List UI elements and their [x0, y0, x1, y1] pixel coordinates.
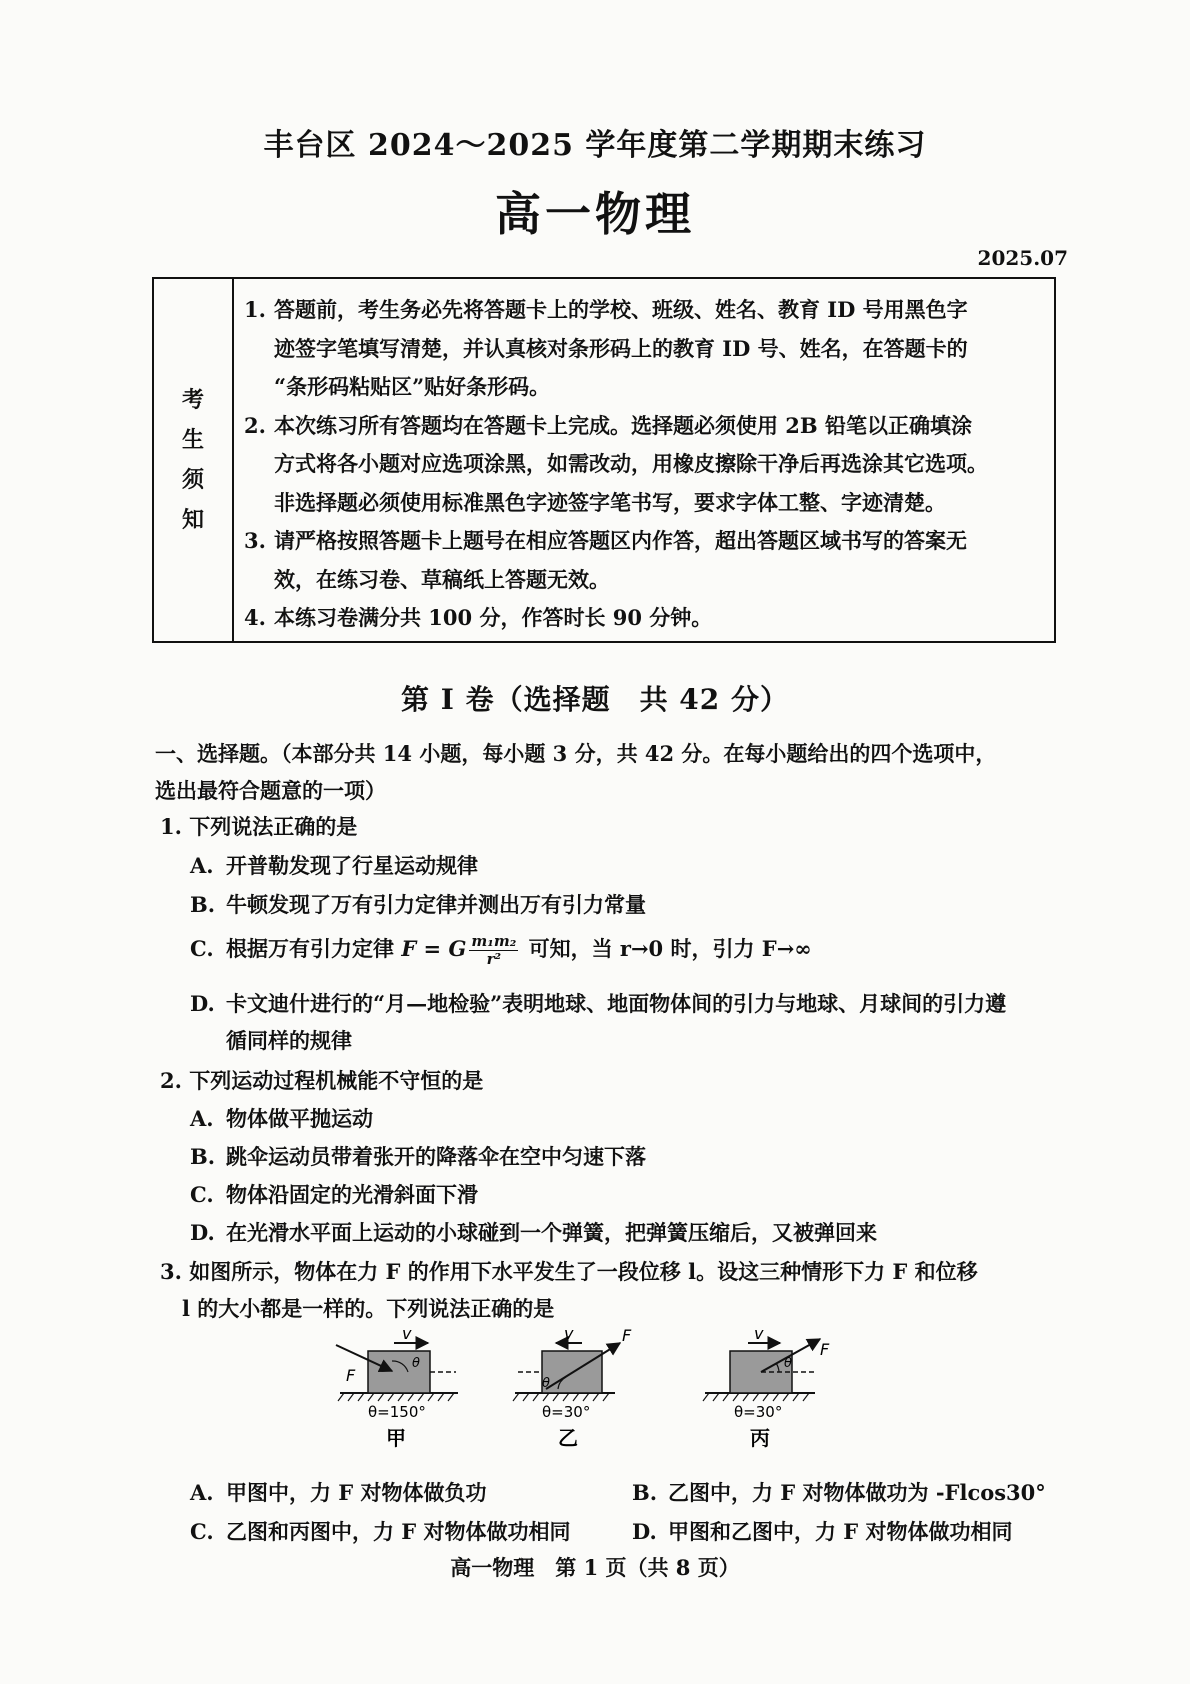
- candidate-notice-box: [152, 277, 1056, 643]
- theta-label: θ: [542, 1376, 550, 1391]
- velocity-label: v: [754, 1324, 764, 1343]
- notice-line: 方式将各小题对应选项涂黑，如需改动，用橡皮擦除干净后再选涂其它选项。: [274, 451, 988, 476]
- option-key: B.: [190, 1144, 216, 1169]
- velocity-label: v: [564, 1324, 574, 1343]
- option-text: 物体做平抛运动: [226, 1106, 373, 1131]
- notice-line: 非选择题必须使用标准黑色字迹签字笔书写，要求字体工整、字迹清楚。: [274, 489, 946, 515]
- option-text: 可知，当 r→0 时，引力 F→∞: [528, 936, 812, 961]
- option-key: A.: [190, 853, 214, 878]
- option-text: 在光滑水平面上运动的小球碰到一个弹簧，把弹簧压缩后，又被弹回来: [226, 1220, 877, 1245]
- option-text: 牛顿发现了万有引力定律并测出万有引力常量: [226, 892, 646, 917]
- option-text: 跳伞运动员带着张开的降落伞在空中匀速下落: [226, 1144, 646, 1169]
- question-number: 3.: [160, 1259, 182, 1284]
- option-text: 物体沿固定的光滑斜面下滑: [226, 1182, 478, 1207]
- question-3-option-b: [632, 1474, 1062, 1511]
- angle-caption: θ=30°: [734, 1403, 783, 1421]
- velocity-label: v: [402, 1324, 412, 1343]
- section-header: 第 I 卷（选择题 共 42 分）: [400, 683, 790, 716]
- gravitation-formula-lhs: F = G: [401, 936, 467, 961]
- option-key: D.: [190, 991, 215, 1016]
- exam-date: 2025.07: [977, 246, 1068, 270]
- figure-panel-bing: [703, 1324, 830, 1450]
- ground-hatching: [703, 1393, 809, 1401]
- notice-label-char: 须: [181, 467, 204, 493]
- option-text: 乙图和丙图中，力 F 对物体做功相同: [226, 1519, 571, 1544]
- option-key: C.: [190, 936, 214, 961]
- question-2-option-c: [190, 1176, 1060, 1213]
- part-intro: [155, 735, 1065, 809]
- option-key: C.: [190, 1182, 214, 1207]
- block: [368, 1351, 430, 1393]
- angle-caption: θ=30°: [542, 1403, 591, 1421]
- notice-line: 答题前，考生务必先将答题卡上的学校、班级、姓名、教育 ID 号用黑色字: [274, 297, 968, 322]
- option-text: 乙图中，力 F 对物体做功为 -Flcos30°: [668, 1480, 1046, 1505]
- figure-panel-yi: [513, 1324, 632, 1450]
- part-intro-line: 一、选择题。（本部分共 14 小题，每小题 3 分，共 42 分。在每小题给出的四个选项中，: [155, 741, 997, 766]
- notice-item: [244, 599, 1044, 638]
- panel-label: 乙: [558, 1426, 578, 1450]
- part-intro-line: 选出最符合题意的一项）: [155, 778, 386, 803]
- panel-label: 丙: [750, 1426, 770, 1450]
- option-key: D.: [190, 1220, 215, 1245]
- option-text-continued: 循同样的规律: [226, 1028, 352, 1053]
- question-text: 如图所示，物体在力 F 的作用下水平发生了一段位移 l。设这三种情形下力 F 和位移: [189, 1259, 978, 1284]
- question-3-option-a: [190, 1474, 610, 1511]
- notice-line: 本练习卷满分共 100 分，作答时长 90 分钟。: [274, 605, 713, 630]
- question-3-option-c: [190, 1513, 620, 1550]
- option-text: 甲图和乙图中，力 F 对物体做功相同: [668, 1519, 1013, 1544]
- question-1-stem: [160, 808, 1065, 845]
- question-number: 2.: [160, 1068, 182, 1093]
- question-number: 1.: [160, 814, 182, 839]
- notice-item: [244, 291, 1044, 407]
- option-key: C.: [190, 1519, 214, 1544]
- option-key: D.: [632, 1519, 657, 1544]
- notice-label-char: 考: [181, 387, 204, 413]
- formula-numerator: m₁m₂: [471, 932, 517, 950]
- notice-label-char: 知: [181, 507, 204, 533]
- formula-denominator: r²: [486, 950, 502, 968]
- gravitation-formula-fraction: [469, 933, 518, 968]
- question-1-option-a: [190, 847, 1060, 884]
- notice-line: 本次练习所有答题均在答题卡上完成。选择题必须使用 2B 铅笔以正确填涂: [274, 412, 972, 438]
- question-1-option-c: [190, 930, 1060, 968]
- notice-item-number: 3.: [244, 528, 266, 553]
- angle-caption: θ=150°: [368, 1403, 426, 1421]
- ground-hatching: [513, 1393, 609, 1401]
- force-label: F: [346, 1366, 356, 1385]
- option-key: B.: [632, 1480, 658, 1505]
- question-text-continued: l 的大小都是一样的。下列说法正确的是: [182, 1296, 555, 1321]
- question-1-option-b: [190, 886, 1060, 923]
- question-2-option-a: [190, 1100, 1060, 1137]
- notice-line: “条形码粘贴区”贴好条形码。: [274, 374, 551, 399]
- notice-label: [154, 279, 234, 641]
- notice-label-char: 生: [181, 427, 204, 453]
- question-2-option-b: [190, 1138, 1060, 1175]
- notice-line: 请严格按照答题卡上题号在相应答题区内作答，超出答题区域书写的答案无: [274, 528, 967, 553]
- notice-line: 效，在练习卷、草稿纸上答题无效。: [274, 566, 610, 592]
- notice-line: 迹签字笔填写清楚，并认真核对条形码上的教育 ID 号、姓名，在答题卡的: [274, 335, 968, 361]
- notice-item-number: 1.: [244, 297, 266, 322]
- exam-title: 丰台区 2024～2025 学年度第二学期期末练习: [263, 128, 927, 163]
- question-3-option-d: [632, 1513, 1062, 1550]
- subject-title: 高一物理: [495, 187, 695, 241]
- option-text: 卡文迪什进行的“月—地检验”表明地球、地面物体间的引力与地球、月球间的引力遵: [226, 991, 1007, 1016]
- question-text: 下列运动过程机械能不守恒的是: [189, 1068, 484, 1093]
- option-text: 开普勒发现了行星运动规律: [226, 853, 478, 878]
- notice-item: [244, 407, 1044, 523]
- notice-body: [234, 279, 1054, 641]
- option-text: 根据万有引力定律: [226, 936, 394, 961]
- figure-panel-jia: [336, 1324, 458, 1450]
- option-key: B.: [190, 892, 216, 917]
- question-2-option-d: [190, 1214, 1060, 1251]
- theta-label: θ: [412, 1356, 420, 1371]
- notice-item: [244, 522, 1044, 599]
- option-key: A.: [190, 1480, 214, 1505]
- force-label: F: [622, 1326, 632, 1345]
- force-label: F: [820, 1340, 830, 1359]
- ground-hatching: [338, 1393, 454, 1401]
- notice-item-number: 2.: [244, 412, 266, 438]
- question-2-stem: [160, 1062, 1065, 1099]
- force-diagram-figure: [320, 1315, 840, 1455]
- option-key: A.: [190, 1106, 214, 1131]
- notice-item-number: 4.: [244, 605, 266, 630]
- question-1-option-d: [190, 985, 1060, 1059]
- theta-label: θ: [784, 1356, 792, 1371]
- option-text: 甲图中，力 F 对物体做负功: [226, 1480, 487, 1505]
- page-footer: 高一物理 第 1 页（共 8 页）: [450, 1555, 740, 1580]
- question-text: 下列说法正确的是: [189, 814, 358, 839]
- panel-label: 甲: [386, 1426, 406, 1450]
